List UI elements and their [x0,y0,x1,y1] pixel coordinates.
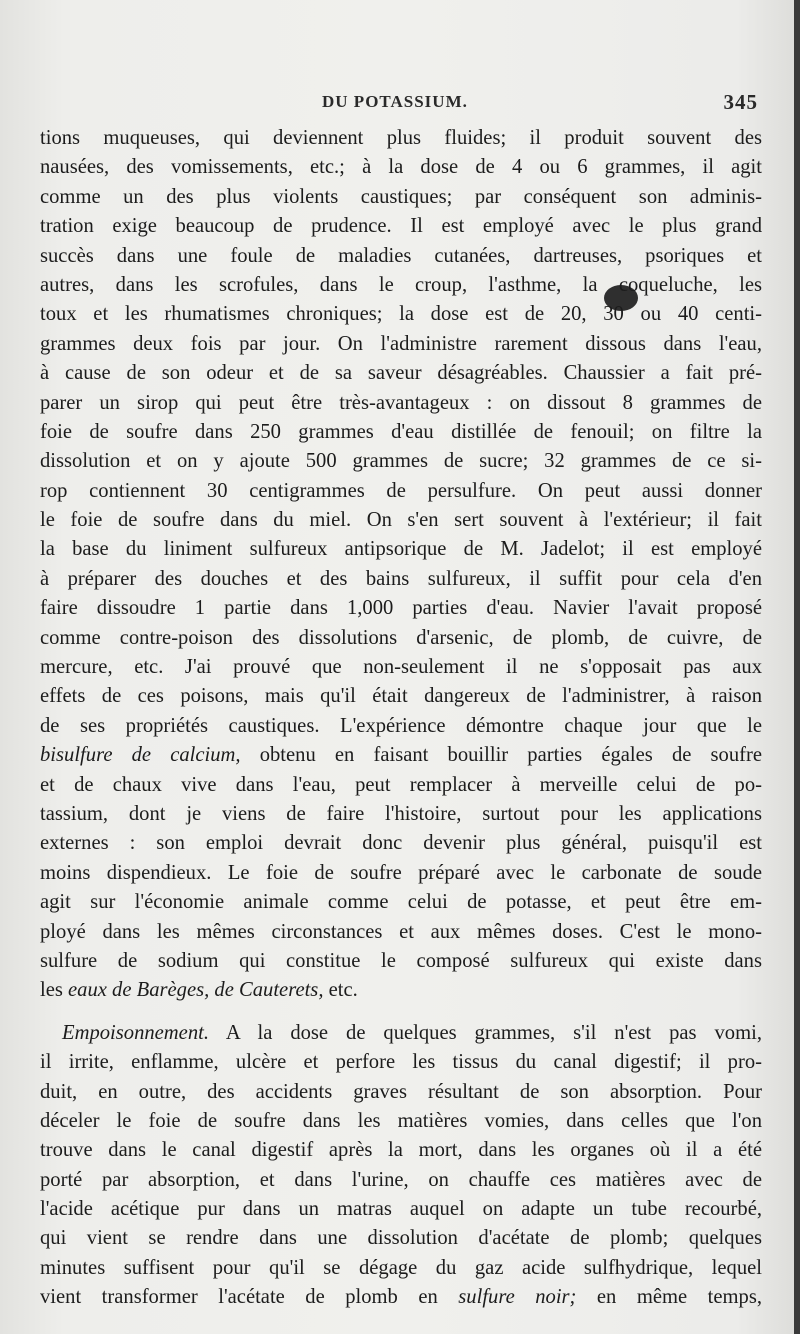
text-line: faire dissoudre 1 partie dans 1,000 parties d'eau. Navier l'avait proposé [40,597,762,620]
text-line: comme un des plus violents caustiques; par conséquent son adminis- [40,185,762,208]
text-line: et de chaux vive dans l'eau, peut remplacer à merveille celui de po- [40,773,762,796]
text-line: moins dispendieux. Le foie de soufre préparé avec le carbonate de soude [40,861,762,884]
text-line: à cause de son odeur et de sa saveur désagréables. Chaussier a fait pré- [40,362,762,385]
text-line: toux et les rhumatismes chroniques; la dose est de 20, 30 ou 40 centi- [40,303,762,326]
text-run: vient transformer l'acétate de plomb en [40,1286,459,1309]
text-run: en même temps, [576,1286,762,1309]
text-line: il irrite, enflamme, ulcère et perfore les tissus du canal digestif; il pro- [40,1051,762,1074]
text-line: la base du liniment sulfureux antipsorique de M. Jadelot; il est employé [40,538,762,561]
text-run: les [40,979,69,1002]
text-line: qui vient se rendre dans une dissolution d'acétate de plomb; quelques [40,1227,762,1250]
text-line: à préparer des douches et des bains sulfureux, il suffit pour cela d'en [40,567,762,590]
text-line: minutes suffisent pour qu'il se dégage du gaz acide sulfhydrique, lequel [40,1256,762,1279]
running-head: DU POTASSIUM. [322,92,468,111]
text-line: de ses propriétés caustiques. L'expérience démontre chaque jour que le [40,714,762,737]
text-line [40,1019,762,1048]
text-line: ployé dans les mêmes circonstances et aux mêmes doses. C'est le mono- [40,920,762,943]
text-line [40,741,762,770]
text-line: tration exige beaucoup de prudence. Il est employé avec le plus grand [40,215,762,238]
text-line: l'acide acétique pur dans un matras auquel on adapte un tube recourbé, [40,1198,762,1221]
text-line: duit, en outre, des accidents graves résultant de son absorption. Pour [40,1080,762,1103]
text-line: tions muqueuses, qui deviennent plus fluides; il produit souvent des [40,127,762,149]
page-edge [794,0,800,1334]
italic-term: sulfure noir; [458,1286,577,1309]
text-line: rop contiennent 30 centigrammes de persulfure. On peut aussi donner [40,479,762,502]
text-line: déceler le foie de soufre dans les matières vomies, dans celles que l'on [40,1109,762,1132]
text-line: foie de soufre dans 250 grammes d'eau distillée de fenouil; on filtre la [40,420,762,443]
text-line: grammes deux fois par jour. On l'administre rarement dissous dans l'eau, [40,332,762,355]
text-line: dissolution et on y ajoute 500 grammes de sucre; 32 grammes de ce si- [40,450,762,473]
section-heading: Empoisonnement. [62,1021,209,1044]
page-header [40,92,760,118]
paragraph-gap [40,1006,762,1019]
text-line [40,976,762,1005]
text-line: externes : son emploi devrait donc devenir plus général, puisqu'il est [40,832,762,855]
text-line: tassium, dont je viens de faire l'histoire, surtout pour les applications [40,802,762,825]
text-line: trouve dans le canal digestif après la mort, dans les organes où il a été [40,1139,762,1162]
body-text [40,124,762,1313]
page-number: 345 [723,90,758,114]
text-line: parer un sirop qui peut être très-avantageux : on dissout 8 grammes de [40,391,762,414]
text-line: mercure, etc. J'ai prouvé que non-seulement il ne s'opposait pas aux [40,656,762,679]
text-line: sulfure de sodium qui constitue le composé sulfureux qui existe dans [40,949,762,972]
text-line: effets de ces poisons, mais qu'il était dangereux de l'administrer, à raison [40,685,762,708]
text-run: A la dose de quelques grammes, s'il n'est pas vomi, [209,1021,762,1044]
text-run: obtenu en faisant bouillir parties égales de soufre [240,744,762,767]
text-line: autres, dans les scrofules, dans le croup, l'asthme, la coqueluche, les [40,273,762,296]
italic-term: bisulfure de calcium, [40,744,241,767]
text-line [40,1283,762,1312]
text-line: le foie de soufre dans du miel. On s'en sert souvent à l'extérieur; il fait [40,509,762,532]
text-line: succès dans une foule de maladies cutanées, dartreuses, psoriques et [40,244,762,267]
text-line: comme contre-poison des dissolutions d'arsenic, de plomb, de cuivre, de [40,626,762,649]
text-line: nausées, des vomissements, etc.; à la dose de 4 ou 6 grammes, il agit [40,156,762,179]
text-run: etc. [323,979,358,1002]
italic-term: eaux de Barèges, de Cauterets, [68,979,324,1002]
text-line: agit sur l'économie animale comme celui de potasse, et peut être em- [40,891,762,914]
text-line: porté par absorption, et dans l'urine, on chauffe ces matières avec de [40,1168,762,1191]
